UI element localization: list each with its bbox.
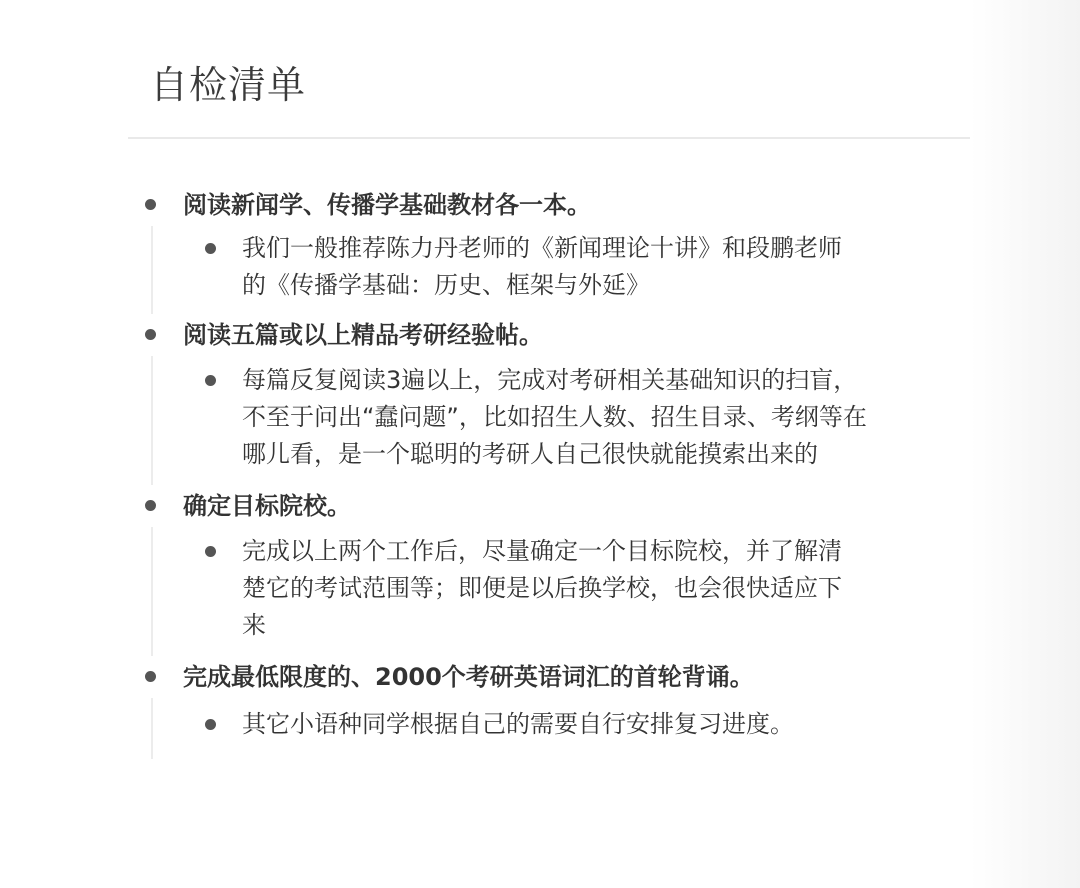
sub-item-text-line: 的《传播学基础：历史、框架与外延》	[242, 271, 650, 299]
sub-list-item	[153, 533, 972, 644]
bullet-dot-icon	[145, 199, 156, 210]
sub-list-item	[153, 706, 972, 743]
sub-list	[151, 527, 980, 656]
sub-item-text-line: 我们一般推荐陈力丹老师的《新闻理论十讲》和段鹏老师	[242, 234, 842, 262]
sub-list	[151, 698, 980, 759]
sub-item-text-line: 其它小语种同学根据自己的需要自行安排复习进度。	[242, 710, 794, 738]
sub-item-text-line: 来	[242, 611, 266, 639]
page-title: 自检清单	[150, 63, 307, 107]
bullet-dot-icon	[145, 671, 156, 682]
sub-item-text-line: 每篇反复阅读3遍以上，完成对考研相关基础知识的扫盲，	[242, 366, 858, 394]
title-divider	[128, 137, 970, 139]
checklist-item-heading: 阅读五篇或以上精品考研经验帖。	[183, 321, 543, 349]
sub-list-item	[153, 230, 972, 304]
bullet-dot-icon	[205, 243, 216, 254]
checklist-item-heading: 完成最低限度的、2000个考研英语词汇的首轮背诵。	[183, 663, 754, 691]
checklist-item-header	[140, 314, 980, 356]
sub-list	[151, 356, 980, 485]
page-edge-shading	[970, 0, 1080, 888]
checklist-item-header	[140, 184, 980, 226]
checklist-item-header	[140, 485, 980, 527]
checklist-item	[140, 656, 980, 759]
sub-item-text-line: 楚它的考试范围等；即便是以后换学校，也会很快适应下	[242, 574, 842, 602]
checklist	[140, 184, 980, 759]
bullet-dot-icon	[205, 546, 216, 557]
checklist-item	[140, 184, 980, 314]
sub-item-text-line: 完成以上两个工作后，尽量确定一个目标院校，并了解清	[242, 537, 842, 565]
sub-list	[151, 226, 980, 314]
checklist-item	[140, 485, 980, 656]
checklist-item-heading: 确定目标院校。	[183, 492, 351, 520]
sub-item-text-line: 哪儿看，是一个聪明的考研人自己很快就能摸索出来的	[242, 440, 818, 468]
checklist-item-header	[140, 656, 980, 698]
sub-item-text-line: 不至于问出“蠢问题”，比如招生人数、招生目录、考纲等在	[242, 403, 867, 431]
checklist-item-heading: 阅读新闻学、传播学基础教材各一本。	[183, 191, 591, 219]
sub-list-item	[153, 362, 972, 473]
bullet-dot-icon	[145, 500, 156, 511]
bullet-dot-icon	[205, 375, 216, 386]
bullet-dot-icon	[145, 329, 156, 340]
checklist-item	[140, 314, 980, 485]
bullet-dot-icon	[205, 719, 216, 730]
